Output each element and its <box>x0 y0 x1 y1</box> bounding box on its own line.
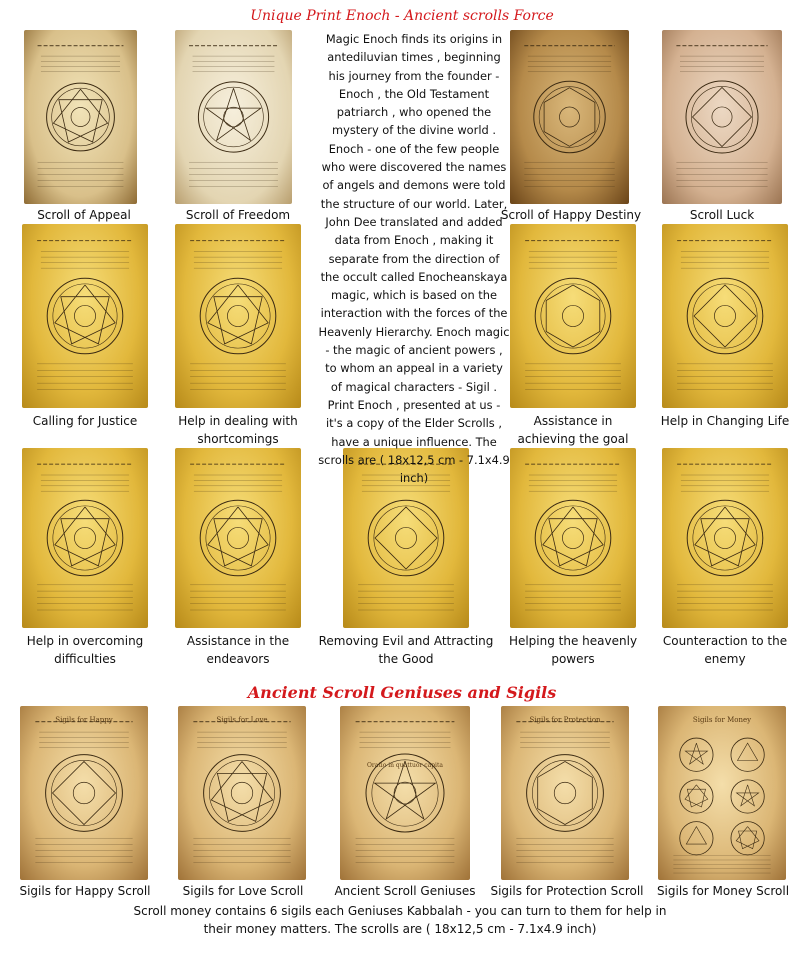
scroll-heading: Sigils for Money <box>692 716 752 724</box>
scroll-artwork <box>175 224 301 408</box>
scroll-caption: Scroll of Happy Destiny <box>500 208 642 222</box>
scroll-caption: Scroll of Freedom <box>185 208 291 222</box>
scroll-image <box>662 448 788 628</box>
scroll-artwork <box>510 448 636 628</box>
scroll-artwork <box>501 706 629 880</box>
scroll-image <box>22 224 148 408</box>
scroll-image <box>22 448 148 628</box>
scroll-caption: Sigils for Money Scroll <box>656 884 790 898</box>
scroll-artwork <box>24 30 137 204</box>
footer-text: Scroll money contains 6 sigils each Geniuses Kabbalah - you can turn to them for help in their money matters. The scrolls are ( 18x12,5 cm - 7.1x4.9 inch) <box>133 904 667 936</box>
scroll-caption: Help in dealing with shortcomings <box>178 414 298 446</box>
scroll-caption: Helping the heavenly powers <box>508 634 638 666</box>
scroll-image <box>20 706 148 880</box>
scroll-caption: Scroll Luck <box>689 208 755 222</box>
scroll-artwork <box>340 706 470 880</box>
scroll-artwork <box>510 30 629 204</box>
scroll-image <box>662 224 788 408</box>
scroll-image <box>510 448 636 628</box>
scroll-image <box>501 706 629 880</box>
scroll-caption: Scroll of Appeal <box>37 208 131 222</box>
scroll-caption: Help in Changing Life <box>660 414 790 428</box>
scroll-caption: Calling for Justice <box>32 414 138 428</box>
scroll-artwork <box>510 224 636 408</box>
scroll-artwork <box>658 706 786 880</box>
scroll-caption: Assistance in achieving the goal <box>517 414 629 446</box>
scroll-image <box>178 706 306 880</box>
scroll-caption: Removing Evil and Attracting the Good <box>318 634 494 666</box>
scroll-heading: Oratio in quattuor capita <box>367 762 443 769</box>
scroll-caption: Sigils for Love Scroll <box>182 884 304 898</box>
scroll-image <box>175 224 301 408</box>
scroll-artwork <box>20 706 148 880</box>
scroll-artwork <box>22 224 148 408</box>
scroll-caption: Sigils for Happy Scroll <box>19 884 151 898</box>
scroll-artwork <box>22 448 148 628</box>
scroll-artwork <box>175 30 292 204</box>
scroll-image <box>24 30 137 204</box>
scroll-heading: Sigils for Protection <box>529 716 601 724</box>
scroll-caption: Help in overcoming difficulties <box>26 634 144 666</box>
section-title: Ancient Scroll Geniuses and Sigils <box>247 683 557 702</box>
page-title: Unique Print Enoch - Ancient scrolls Force <box>250 8 554 24</box>
scroll-heading: Sigils for Love <box>216 716 268 724</box>
scroll-heading: Sigils for Happy <box>55 716 113 724</box>
scroll-artwork <box>662 30 782 204</box>
scroll-image <box>510 224 636 408</box>
scroll-artwork <box>662 448 788 628</box>
scroll-image <box>662 30 782 204</box>
scroll-image <box>658 706 786 880</box>
scroll-caption: Assistance in the endeavors <box>186 634 290 666</box>
scroll-image <box>510 30 629 204</box>
description-text: Magic Enoch finds its origins in antediluvian times , beginning his journey from the founder - Enoch , the Old Testament patriarch , who opened the mystery of the divine world . Enoch - one of the few people who were discovered the names of angels and demons were told the structure of our world. Later, John Dee translated and added data from Enoch , making it separate from the direction of the occult called Enocheanskaya magic, which is based on the interaction with the forces of the Heavenly Hierarchy. Enoch magic - the magic of ancient powers , to whom an appeal in a variety of magical characters - Sigil . Print Enoch , presented at us - it's a copy of the Elder Scrolls , have a unique influence. The scrolls are ( 18x12,5 cm - 7.1x4.9 inch) <box>318 32 510 486</box>
scroll-artwork <box>178 706 306 880</box>
scroll-caption: Sigils for Protection Scroll <box>490 884 644 898</box>
scroll-caption: Ancient Scroll Geniuses <box>334 884 476 898</box>
scroll-artwork <box>662 224 788 408</box>
scroll-image <box>175 448 301 628</box>
scroll-image <box>340 706 470 880</box>
scroll-caption: Counteraction to the enemy <box>662 634 788 666</box>
scroll-image <box>175 30 292 204</box>
scroll-artwork <box>175 448 301 628</box>
